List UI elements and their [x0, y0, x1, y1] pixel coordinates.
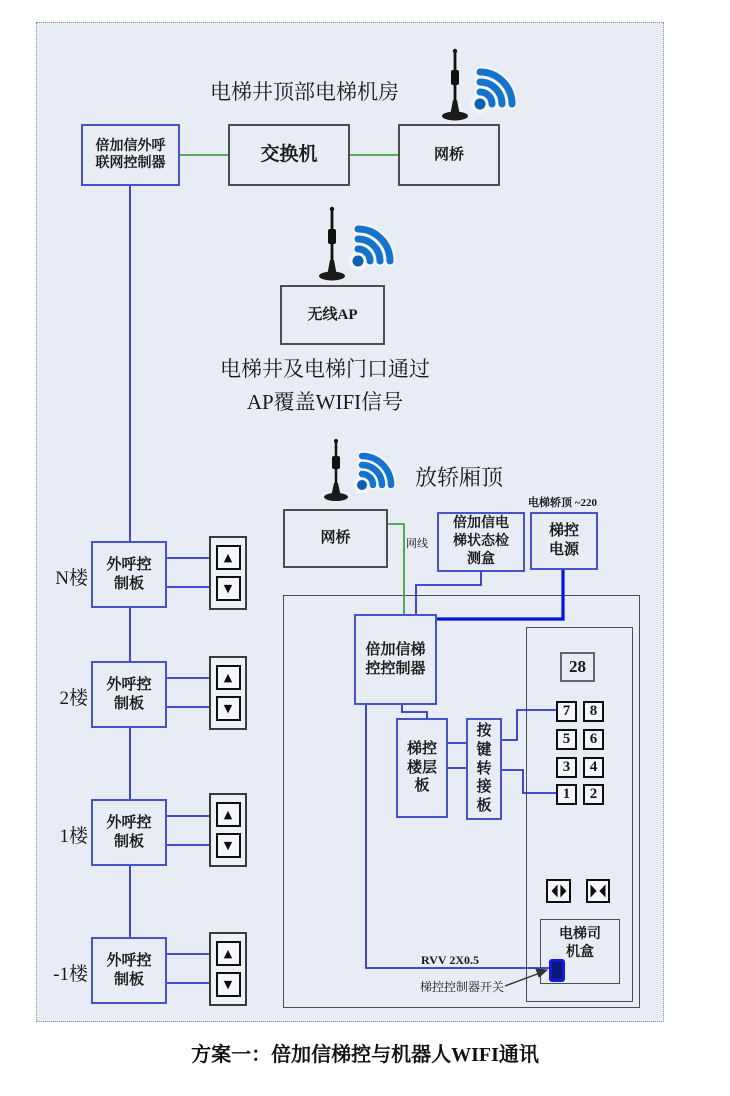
floor-board-box — [396, 718, 448, 818]
ap-caption-line1: 电梯井及电梯门口通过 — [220, 357, 430, 381]
bridge-cab-label: 网桥 — [320, 530, 351, 547]
floor-button-8: 8 — [583, 701, 604, 722]
key-adapter-label: 按键转接板 — [476, 723, 492, 815]
diagram-caption: 方案一：倍加信梯控与机器人WIFI通讯 — [191, 1044, 539, 1066]
key-adapter-box — [466, 718, 502, 820]
up-arrow-icon: ▲ — [223, 807, 233, 821]
ap-caption-line2: AP覆盖WIFI信号 — [246, 390, 404, 414]
door-open-button — [546, 879, 571, 903]
floor-display-value: 28 — [569, 657, 586, 677]
outcall-board-minus1: 外呼控制板 — [91, 937, 167, 1004]
down-button — [216, 576, 241, 601]
door-open-icon — [551, 884, 567, 898]
wifi-waves-icon — [471, 72, 513, 114]
floor-button-7: 7 — [556, 701, 577, 722]
wifi-waves-icon — [349, 229, 391, 271]
outcall-board-n: 外呼控制板 — [91, 541, 167, 608]
elevator-status-box — [437, 512, 525, 572]
up-arrow-icon: ▲ — [223, 670, 233, 684]
call-panel-minus1 — [209, 932, 247, 1006]
wifi-antenna-icon — [316, 205, 398, 285]
switch-label: 交换机 — [260, 144, 318, 166]
floor-label-minus1: -1楼 — [53, 964, 88, 985]
call-panel-1 — [209, 793, 247, 867]
floor-label-1: 1楼 — [59, 826, 88, 847]
floor-button-4: 4 — [583, 757, 604, 778]
floor-button-3: 3 — [556, 757, 577, 778]
up-button — [216, 941, 241, 966]
floor-board-label: 梯控楼层板 — [407, 740, 438, 795]
outcall-board-1: 外呼控制板 — [91, 799, 167, 866]
floor-label-2: 2楼 — [59, 688, 88, 709]
bridge-box-top — [398, 124, 500, 186]
outcall-board-2: 外呼控制板 — [91, 661, 167, 728]
floor-button-5: 5 — [556, 729, 577, 750]
wifi-waves-icon — [354, 456, 392, 494]
up-button — [216, 665, 241, 690]
up-button — [216, 802, 241, 827]
wifi-antenna-icon — [434, 46, 516, 126]
outcall-network-controller-box — [81, 124, 180, 186]
elevator-controller-box — [354, 614, 437, 705]
down-arrow-icon: ▼ — [223, 582, 233, 596]
call-panel-2 — [209, 656, 247, 730]
antenna-icon — [324, 439, 348, 501]
down-arrow-icon: ▼ — [223, 839, 233, 853]
door-close-button — [586, 879, 610, 903]
down-button — [216, 972, 241, 997]
floor-button-2: 2 — [583, 784, 604, 805]
controller-switch — [549, 959, 565, 982]
wifi-antenna-icon — [322, 438, 404, 504]
call-panel-n — [209, 536, 247, 610]
elevator-status-label: 倍加信电梯状态检测盒 — [453, 515, 509, 568]
floor-button-1: 1 — [556, 784, 577, 805]
bridge-box-cab — [283, 509, 388, 568]
driver-box-label: 电梯司机盒 — [559, 927, 601, 960]
cab-power-note: 电梯轿顶 ~220 — [528, 497, 597, 509]
antenna-icon — [442, 49, 468, 121]
cab-top-title: 放轿厢顶 — [415, 465, 504, 490]
elevator-controller-label: 倍加信梯控控制器 — [365, 641, 426, 677]
down-arrow-icon: ▼ — [223, 978, 233, 992]
up-arrow-icon: ▲ — [223, 550, 233, 564]
up-arrow-icon: ▲ — [223, 946, 233, 960]
outcall-network-controller-label: 倍加信外呼联网控制器 — [95, 138, 166, 171]
down-button — [216, 696, 241, 721]
cable-note: RVV 2X0.5 — [421, 953, 480, 967]
floor-display — [560, 652, 595, 682]
antenna-icon — [319, 207, 345, 281]
up-button — [216, 545, 241, 570]
switch-box — [228, 124, 350, 186]
machine-room-title: 电梯井顶部电梯机房 — [210, 80, 399, 104]
floor-label-n: N楼 — [55, 568, 88, 589]
bridge-top-label: 网桥 — [433, 146, 464, 163]
elevator-control-power-box — [530, 512, 598, 570]
door-close-icon — [590, 884, 606, 898]
floor-button-6: 6 — [583, 729, 604, 750]
wireless-ap-label: 无线AP — [307, 306, 358, 323]
wireless-ap-box — [280, 285, 385, 345]
down-arrow-icon: ▼ — [223, 702, 233, 716]
cable-label: 网线 — [406, 538, 428, 550]
down-button — [216, 833, 241, 858]
elevator-control-power-label: 梯控电源 — [548, 523, 579, 558]
switch-note: 梯控控制器开关 — [420, 980, 505, 994]
